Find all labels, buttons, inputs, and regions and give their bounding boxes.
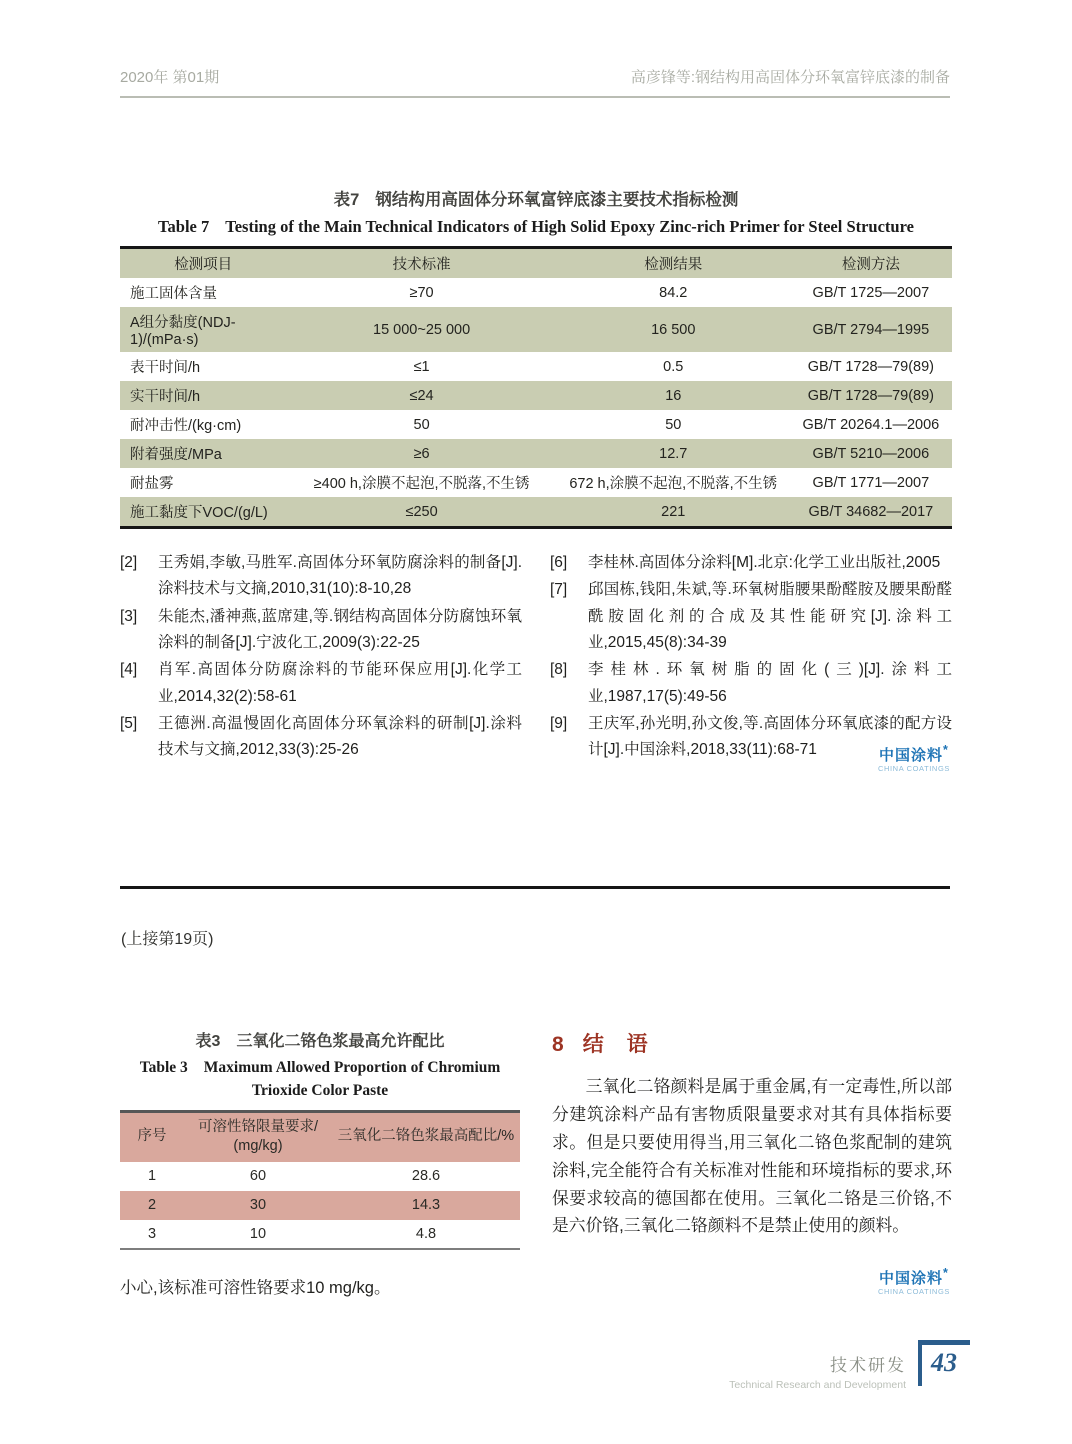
conclusion-section bbox=[552, 1028, 952, 1298]
cell-method: GB/T 34682—2017 bbox=[808, 503, 934, 520]
conclusion-paragraph: 三氧化二铬颜料是属于重金属,有一定毒性,所以部分建筑涂料产品有害物质限量要求对其有具体指标要求。但是只要使用得当,用三氧化二铬色浆配制的建筑涂料,完全能符合有关标准对性能和环境指标的要求,环保要求较高的德国都在使用。三氧化二铬是三价铬,不是六价铬,三氧化二铬颜料不是禁止使用的颜料。 bbox=[552, 1077, 952, 1236]
cell-index: 2 bbox=[147, 1197, 157, 1214]
table-row bbox=[120, 1162, 520, 1191]
cell-proportion: 4.8 bbox=[415, 1225, 437, 1242]
reference-text: 朱能杰,潘神燕,蓝席建,等.钢结构高固体分防腐蚀环氧涂料的制备[J].宁波化工,2009(3):22-25 bbox=[158, 607, 522, 652]
reference-number: [2] bbox=[120, 554, 138, 571]
footer-text bbox=[729, 1351, 906, 1391]
china-coatings-logo bbox=[878, 1267, 950, 1296]
cell-method: GB/T 5210—2006 bbox=[812, 445, 930, 462]
logo-asterisk: * bbox=[943, 743, 949, 758]
page-header bbox=[120, 66, 950, 98]
column-header: 检测方法 bbox=[841, 257, 900, 273]
cell-item: 施工固体含量 bbox=[130, 286, 217, 302]
cell-result: 16 bbox=[665, 387, 682, 404]
table7-caption-en-text: Testing of the Main Technical Indicators of High Solid Epoxy Zinc-rich Primer for Steel Structure bbox=[225, 217, 914, 236]
page-footer bbox=[729, 1340, 970, 1391]
reference-item bbox=[120, 657, 522, 710]
column-header: 可溶性铬限量要求/ (mg/kg) bbox=[197, 1118, 319, 1155]
cell-standard: 15 000~25 000 bbox=[373, 321, 471, 338]
caution-note: 小心,该标准可溶性铬要求10 mg/kg。 bbox=[120, 1278, 391, 1297]
reference-number: [3] bbox=[120, 607, 138, 625]
cell-index: 1 bbox=[147, 1168, 157, 1185]
table-row bbox=[120, 497, 952, 528]
table3-header-row bbox=[120, 1111, 520, 1162]
table-row bbox=[120, 1191, 520, 1220]
footer-section-en: Technical Research and Development bbox=[729, 1379, 906, 1391]
table7-header-row bbox=[120, 248, 952, 279]
cell-item: A组分黏度(NDJ-1)/(mPa·s) bbox=[130, 315, 236, 348]
cell-item: 施工黏度下VOC/(g/L) bbox=[130, 505, 268, 521]
table7-caption-zh bbox=[120, 186, 952, 210]
logo-zh-text: 中国涂料* bbox=[879, 743, 949, 765]
logo-en-text: CHINA COATINGS bbox=[877, 764, 950, 774]
column-header: 检测结果 bbox=[644, 257, 703, 273]
references-section bbox=[120, 550, 952, 774]
continuation-note: (上接第19页) bbox=[121, 931, 214, 948]
cell-standard: ≥400 h,涂膜不起泡,不脱落,不生锈 bbox=[313, 476, 530, 492]
reference-number: [8] bbox=[550, 661, 568, 679]
section-divider bbox=[120, 886, 950, 889]
cell-proportion: 28.6 bbox=[411, 1168, 441, 1185]
table7 bbox=[120, 246, 952, 529]
table-row bbox=[120, 352, 952, 381]
reference-number: [6] bbox=[550, 554, 568, 571]
table3 bbox=[120, 1110, 520, 1250]
china-coatings-logo bbox=[878, 744, 950, 773]
table7-caption-en bbox=[120, 217, 952, 237]
conclusion-heading bbox=[552, 1028, 952, 1058]
column-header: 检测项目 bbox=[174, 257, 233, 273]
logo-zh-text: 中国涂料* bbox=[879, 1266, 949, 1288]
table-row bbox=[120, 307, 952, 352]
cell-method: GB/T 2794—1995 bbox=[812, 321, 930, 338]
bottom-columns bbox=[120, 1028, 952, 1298]
cell-standard: ≥70 bbox=[409, 284, 434, 301]
reference-item bbox=[120, 550, 522, 603]
cell-index: 3 bbox=[147, 1225, 157, 1242]
page-number: 43 bbox=[931, 1348, 957, 1377]
table7-caption-en-label: Table 7 bbox=[158, 217, 210, 236]
cell-method: GB/T 1728—79(89) bbox=[807, 387, 934, 404]
cell-standard: ≤1 bbox=[413, 358, 430, 375]
table-row bbox=[120, 1220, 520, 1249]
cell-result: 12.7 bbox=[659, 445, 688, 462]
cell-result: 84.2 bbox=[659, 284, 688, 301]
references-left-column bbox=[120, 550, 522, 765]
table3-caption-zh-label: 表3 bbox=[195, 1033, 221, 1050]
page-number-badge bbox=[918, 1340, 970, 1386]
cell-result: 0.5 bbox=[663, 358, 684, 375]
section-title: 结 语 bbox=[582, 1033, 649, 1056]
references-right-column bbox=[550, 550, 952, 774]
table7-caption-zh-label: 表7 bbox=[333, 191, 360, 209]
cell-method: GB/T 1728—79(89) bbox=[807, 358, 934, 375]
table3-caption-en-label: Table 3 bbox=[139, 1059, 188, 1076]
reference-text: 王德洲.高温慢固化高固体分环氧涂料的研制[J].涂料技术与文摘,2012,33(3):25-26 bbox=[158, 715, 522, 759]
cell-item: 附着强度/MPa bbox=[130, 447, 222, 463]
cell-limit: 60 bbox=[249, 1168, 267, 1185]
reference-number: [5] bbox=[120, 715, 138, 733]
table3-caption-en bbox=[120, 1056, 520, 1103]
column-header: 序号 bbox=[137, 1128, 167, 1145]
table3-caption-zh bbox=[120, 1028, 520, 1051]
reference-text: 王秀娟,李敏,马胜军.高固体分环氧防腐涂料的制备[J].涂料技术与文摘,2010,31(10):8-10,28 bbox=[158, 554, 522, 598]
cell-limit: 30 bbox=[249, 1197, 267, 1214]
cell-result: 16 500 bbox=[651, 321, 696, 338]
cell-standard: 50 bbox=[413, 416, 430, 433]
cell-method: GB/T 1771—2007 bbox=[812, 474, 930, 491]
reference-item bbox=[120, 711, 522, 764]
issue-label: 2020年 第01期 bbox=[120, 69, 220, 86]
cell-item: 耐冲击性/(kg·cm) bbox=[130, 418, 242, 434]
reference-number: [7] bbox=[550, 581, 568, 599]
cell-result: 221 bbox=[661, 503, 686, 520]
table-row bbox=[120, 410, 952, 439]
table7-caption-zh-text: 钢结构用高固体分环氧富锌底漆主要技术指标检测 bbox=[375, 191, 739, 209]
running-title: 高彦锋等:钢结构用高固体分环氧富锌底漆的制备 bbox=[630, 69, 950, 86]
table3-caption-zh-text: 三氧化二铬色浆最高允许配比 bbox=[236, 1033, 445, 1050]
cell-item: 表干时间/h bbox=[130, 360, 201, 376]
cell-proportion: 14.3 bbox=[411, 1197, 441, 1214]
cell-limit: 10 bbox=[249, 1225, 267, 1242]
table-row bbox=[120, 439, 952, 468]
section-number: 8 bbox=[552, 1033, 565, 1056]
reference-text: 王庆军,孙光明,孙文俊,等.高固体分环氧底漆的配方设计[J].中国涂料,2018,33(11):68-71 bbox=[588, 715, 952, 759]
table-row bbox=[120, 381, 952, 410]
reference-number: [9] bbox=[550, 715, 568, 733]
table3-section bbox=[120, 1028, 520, 1298]
footer-section-zh: 技术研发 bbox=[830, 1356, 906, 1375]
reference-item bbox=[550, 577, 952, 656]
reference-number: [4] bbox=[120, 661, 138, 679]
reference-item bbox=[120, 604, 522, 657]
logo-asterisk: * bbox=[943, 1266, 949, 1281]
cell-result: 672 h,涂膜不起泡,不脱落,不生锈 bbox=[569, 476, 778, 492]
cell-item: 实干时间/h bbox=[130, 389, 201, 405]
cell-standard: ≤24 bbox=[409, 387, 434, 404]
logo-en-text: CHINA COATINGS bbox=[877, 1287, 950, 1297]
reference-item bbox=[550, 550, 952, 576]
reference-text: 李桂林.高固体分涂料[M].北京:化学工业出版社,2005 bbox=[588, 554, 941, 571]
column-header: 技术标准 bbox=[392, 257, 451, 273]
cell-result: 50 bbox=[665, 416, 682, 433]
reference-text: 肖军.高固体分防腐涂料的节能环保应用[J].化学工业,2014,32(2):58-61 bbox=[158, 661, 522, 705]
reference-text: 李桂林.环氧树脂的固化(三)[J].涂料工业,1987,17(5):49-56 bbox=[588, 661, 952, 705]
table-row bbox=[120, 468, 952, 497]
cell-standard: ≥6 bbox=[413, 445, 430, 462]
cell-method: GB/T 20264.1—2006 bbox=[802, 416, 940, 433]
table-row bbox=[120, 278, 952, 307]
table3-caption-en-text: Maximum Allowed Proportion of Chromium Trioxide Color Paste bbox=[203, 1059, 501, 1100]
cell-method: GB/T 1725—2007 bbox=[812, 284, 930, 301]
column-header: 三氧化二铬色浆最高配比/% bbox=[337, 1128, 515, 1145]
reference-item bbox=[550, 657, 952, 710]
cell-standard: ≤250 bbox=[405, 503, 438, 520]
reference-text: 邱国栋,钱阳,朱斌,等.环氧树脂腰果酚醛胺及腰果酚醛酰胺固化剂的合成及其性能研究[J].涂料工业,2015,45(8):34-39 bbox=[588, 581, 952, 652]
table7-section bbox=[120, 186, 952, 529]
cell-item: 耐盐雾 bbox=[130, 476, 174, 492]
